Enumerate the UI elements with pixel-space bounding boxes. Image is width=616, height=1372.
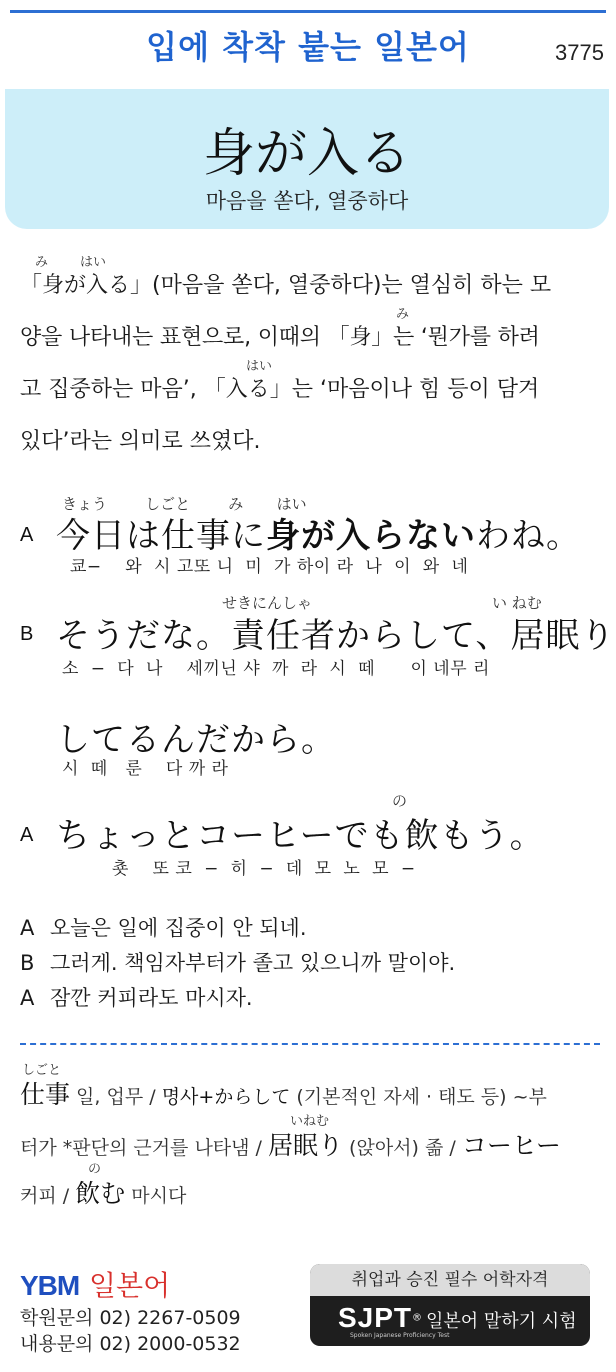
vocab-line bbox=[20, 1075, 600, 1111]
japanese-line bbox=[56, 508, 581, 557]
sjpt-logo: SJPT bbox=[338, 1302, 413, 1333]
explanation-line: 고 집중하는 마음’, 「入る」는 ‘마음이나 힘 등이 담겨 bbox=[20, 377, 540, 402]
ybm-logo bbox=[20, 1264, 170, 1304]
vocab-meaning: 커피 / bbox=[20, 1185, 76, 1207]
main-expression: 身が入る bbox=[202, 124, 411, 184]
furigana: い ねむ bbox=[492, 594, 542, 612]
translation-text: 오늘은 일에 집중이 안 되네. bbox=[50, 916, 307, 940]
ad-tagline: 취업과 승진 필수 어학자격 bbox=[310, 1264, 590, 1296]
ad-subtitle: 일본어 말하기 시험 bbox=[426, 1311, 577, 1332]
pronunciation: 시 떼 룬 다 까 라 bbox=[62, 759, 229, 779]
ruby-mi: み bbox=[35, 255, 49, 270]
ad-tiny-caption: Spoken Japanese Proficiency Test bbox=[350, 1332, 450, 1339]
speaker-label: A bbox=[20, 986, 35, 1010]
ruby-inemuri: いねむ bbox=[290, 1114, 330, 1129]
vocab-line bbox=[20, 1174, 600, 1210]
vocab-line bbox=[20, 1126, 600, 1162]
japanese-line: そうだな。責任者からして、居眠り bbox=[56, 616, 616, 656]
vocab-term: 飲む bbox=[75, 1179, 126, 1208]
speaker-label: B bbox=[20, 951, 35, 975]
japanese-text: 今日は仕事に bbox=[56, 516, 266, 556]
speaker-label: A bbox=[20, 824, 34, 846]
translation-line bbox=[20, 982, 253, 1012]
vocab-meaning: 마시다 bbox=[125, 1185, 187, 1207]
ruby-nomu: の bbox=[88, 1162, 102, 1177]
issue-number: 3775 bbox=[555, 40, 604, 65]
highlighted-expression: 身が入らない bbox=[266, 516, 476, 556]
japanese-text: わね。 bbox=[476, 516, 581, 556]
explanation-paragraph bbox=[20, 260, 600, 468]
vocab-term: 居眠り bbox=[268, 1131, 344, 1160]
speaker-label: A bbox=[20, 916, 35, 940]
furigana: せきにんしゃ bbox=[222, 594, 313, 612]
translation-text: 잠깐 커피라도 마시자. bbox=[50, 986, 253, 1010]
series-title: 입에 착착 붙는 일본어 bbox=[146, 28, 470, 66]
contact-academy: 학원문의 02) 2267-0509 bbox=[20, 1307, 241, 1329]
vocab-meaning: 터가 *판단의 근거를 나타냄 / bbox=[20, 1137, 268, 1159]
translation-text: 그러게. 책임자부터가 졸고 있으니까 말이야. bbox=[50, 951, 456, 975]
pronunciation: 쿄− 와 시 고또 니 미 가 하이 라 나 이 와 네 bbox=[70, 557, 469, 577]
japanese-line: してるんだから。 bbox=[56, 720, 336, 760]
vocab-meaning: 일, 업무 / bbox=[70, 1086, 162, 1108]
ruby-hai-2: はい bbox=[246, 359, 273, 374]
sjpt-ad-banner bbox=[310, 1264, 590, 1346]
translation-line bbox=[20, 912, 307, 942]
logo-ybm: YBM bbox=[20, 1270, 80, 1301]
pronunciation: 춋 또 코 − 히 − 데 모 노 모 − bbox=[112, 859, 416, 879]
explanation-line: 「身が入る」(마음을 쏟다, 열중하다)는 열심히 하는 모 bbox=[20, 273, 552, 298]
ruby-hai: はい bbox=[80, 255, 107, 270]
vocab-term: 명사+からして bbox=[161, 1086, 291, 1108]
registered-mark: ® bbox=[412, 1312, 423, 1324]
vocab-meaning: (앉아서) 졺 / bbox=[343, 1137, 462, 1159]
vocab-term: コーヒー bbox=[461, 1131, 561, 1160]
speaker-label: B bbox=[20, 623, 34, 645]
dashed-divider bbox=[20, 1043, 600, 1045]
contact-content: 내용문의 02) 2000-0532 bbox=[20, 1333, 241, 1355]
vocab-meaning: (기본적인 자세 · 태도 등) ~부 bbox=[290, 1086, 547, 1108]
explanation-line: 있다’라는 의미로 쓰였다. bbox=[20, 429, 261, 454]
pronunciation: 소 − 다 나 세끼닌 샤 까 라 시 떼 이 네무 리 bbox=[62, 659, 490, 679]
logo-ilbon: 일본어 bbox=[88, 1269, 171, 1302]
main-meaning: 마음을 쏟다, 열중하다 bbox=[205, 189, 409, 213]
ruby-mi-2: み bbox=[396, 307, 410, 322]
title-box bbox=[5, 89, 609, 229]
explanation-line: 양을 나타내는 표현으로, 이때의 「身」는 ‘뭔가를 하려 bbox=[20, 325, 540, 350]
furigana: きょう しごと み はい bbox=[62, 495, 307, 513]
furigana: の bbox=[392, 792, 408, 810]
top-rule bbox=[10, 10, 606, 13]
speaker-label: A bbox=[20, 524, 34, 546]
japanese-line: ちょっとコーヒーでも飲もう。 bbox=[56, 816, 545, 856]
vocab-term: 仕事 bbox=[20, 1080, 71, 1109]
ruby-shigoto: しごと bbox=[22, 1063, 62, 1078]
translation-line bbox=[20, 947, 455, 977]
